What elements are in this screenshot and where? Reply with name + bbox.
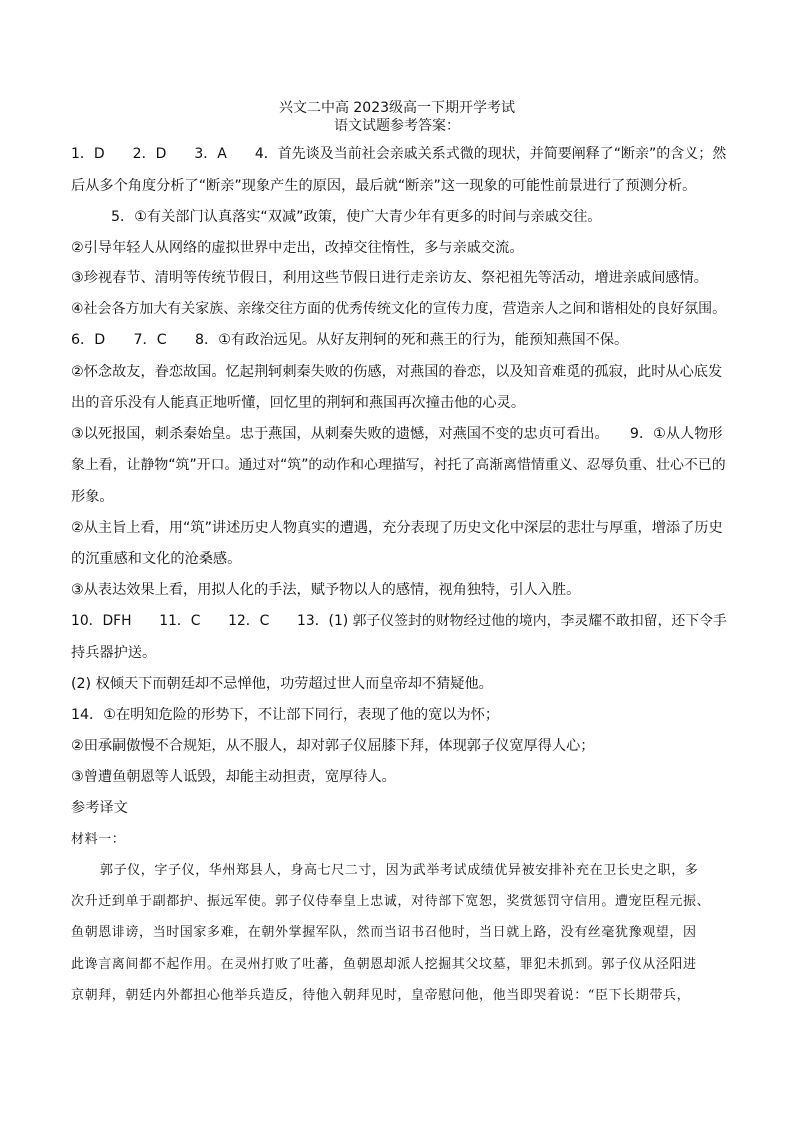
answer-q5-point-3: ③珍视春节、清明等传统节假日，利用这些节假日进行走亲访友、祭祀祖先等活动，增进亲戚间感情。 (71, 270, 708, 286)
answer-key-subtitle: 语文试题参考答案： (334, 118, 460, 134)
answer-q6-8: 6．D 7．C 8．①有政治远见。从好友荆轲的死和燕王的行为，能预知燕国不保。 (71, 332, 629, 348)
answer-q8-point-2: ②怀念故友，眷恋故国。忆起荆轲刺秦失败的伤感，对燕国的眷恋，以及知音难觅的孤寂，此时从心底发 (71, 364, 723, 380)
answer-q5-point-4: ④社会各方加大有关家族、亲缘交往方面的优秀传统文化的宣传力度，营造亲人之间和谐相处的良好氛围。 (71, 301, 727, 317)
answer-q9-point-3: ③从表达效果上看，用拟人化的手法，赋予物以人的感情，视角独特，引人入胜。 (71, 582, 581, 598)
translation-heading: 参考译文 (71, 800, 128, 816)
answer-q14-point-2: ②田承嗣傲慢不合规矩，从不服人，却对郭子仪屈膝下拜，体现郭子仪宽厚得人心； (71, 738, 595, 754)
translation-line: 郭子仪，字子仪，华州郑县人，身高七尺二寸，因为武举考试成绩优异被安排补充在卫长史之职，多 (100, 863, 699, 878)
answer-q13-1-cont: 持兵器护送。 (71, 645, 157, 661)
translation-line: 京朝拜，朝廷内外都担心他举兵造反，待他入朝拜见时，皇帝慰问他，他当即哭着说：“臣下长期带兵， (71, 988, 691, 1003)
answer-q8-point-2-cont: 出的音乐没有人能真正地听懂，回忆里的荆轲和燕国再次撞击他的心灵。 (71, 395, 526, 411)
answer-q5: 5．①有关部门认真落实“双减”政策，使广大青少年有更多的时间与亲戚交往。 (111, 209, 602, 225)
answer-q9-point-2-cont: 的沉重感和文化的沧桑感。 (71, 551, 242, 567)
answer-q9-line-2: 形象。 (71, 489, 114, 505)
answer-q14-point-3: ③曾遭鱼朝恩等人诋毁，却能主动担责，宽厚待人。 (71, 769, 396, 785)
answer-q14: 14．①在明知危险的形势下，不让部下同行，表现了他的宽以为怀； (71, 707, 500, 723)
answer-q9-line-1: 象上看，让静物“筑”开口。通过对“筑”的动作和心理描写，衬托了高渐离惜情重义、忍辱负重、壮心不已的 (71, 457, 726, 473)
answer-line-1b: 后从多个角度分析了“断亲”现象产生的原因，最后就“断亲”这一现象的可能性前景进行了预测分析。 (71, 178, 697, 194)
answer-q8-point-3: ③以死报国，刺杀秦始皇。忠于燕国，从刺秦失败的遗憾，对燕国不变的忠贞可看出。 9．①从人物形 (71, 426, 723, 442)
answer-line-1a: 1．D 2．D 3．A 4．首先谈及当前社会亲戚关系式微的现状，并简要阐释了“断亲”的含义；然 (71, 146, 727, 162)
answer-q9-point-2: ②从主旨上看，用“筑”讲述历史人物真实的遭遇，充分表现了历史文化中深层的悲壮与厚重，增添了历史 (71, 520, 723, 536)
translation-line: 次升迁到单于副都护、振远军使。郭子仪侍奉皇上忠诚，对待部下宽恕，奖赏惩罚守信用。遭宠臣程元振、 (71, 894, 711, 909)
translation-line: 此谗言离间都不起作用。在灵州打败了吐蕃，鱼朝恩却派人挖掘其父坟墓，罪犯未抓到。郭子仪从泾阳进 (71, 957, 697, 972)
exam-title: 兴文二中高 2023级高一下期开学考试 (278, 100, 516, 116)
answer-q13-2: (2) 权倾天下而朝廷却不忌惮他，功劳超过世人而皇帝却不猜疑他。 (71, 676, 493, 692)
material-label: 材料一： (71, 832, 126, 847)
answer-q10-13: 10．DFH 11．C 12．C 13．(1) 郭子仪签封的财物经过他的境内，李灵耀不敢扣留，还下令手 (71, 613, 727, 629)
translation-line: 鱼朝恩诽谤，当时国家多难，在朝外掌握军队，然而当诏书召他时，当日就上路，没有丝毫犹豫观望，因 (71, 925, 697, 940)
answer-q5-point-2: ②引导年轻人从网络的虚拟世界中走出，改掉交往惰性，多与亲戚交流。 (71, 240, 524, 256)
